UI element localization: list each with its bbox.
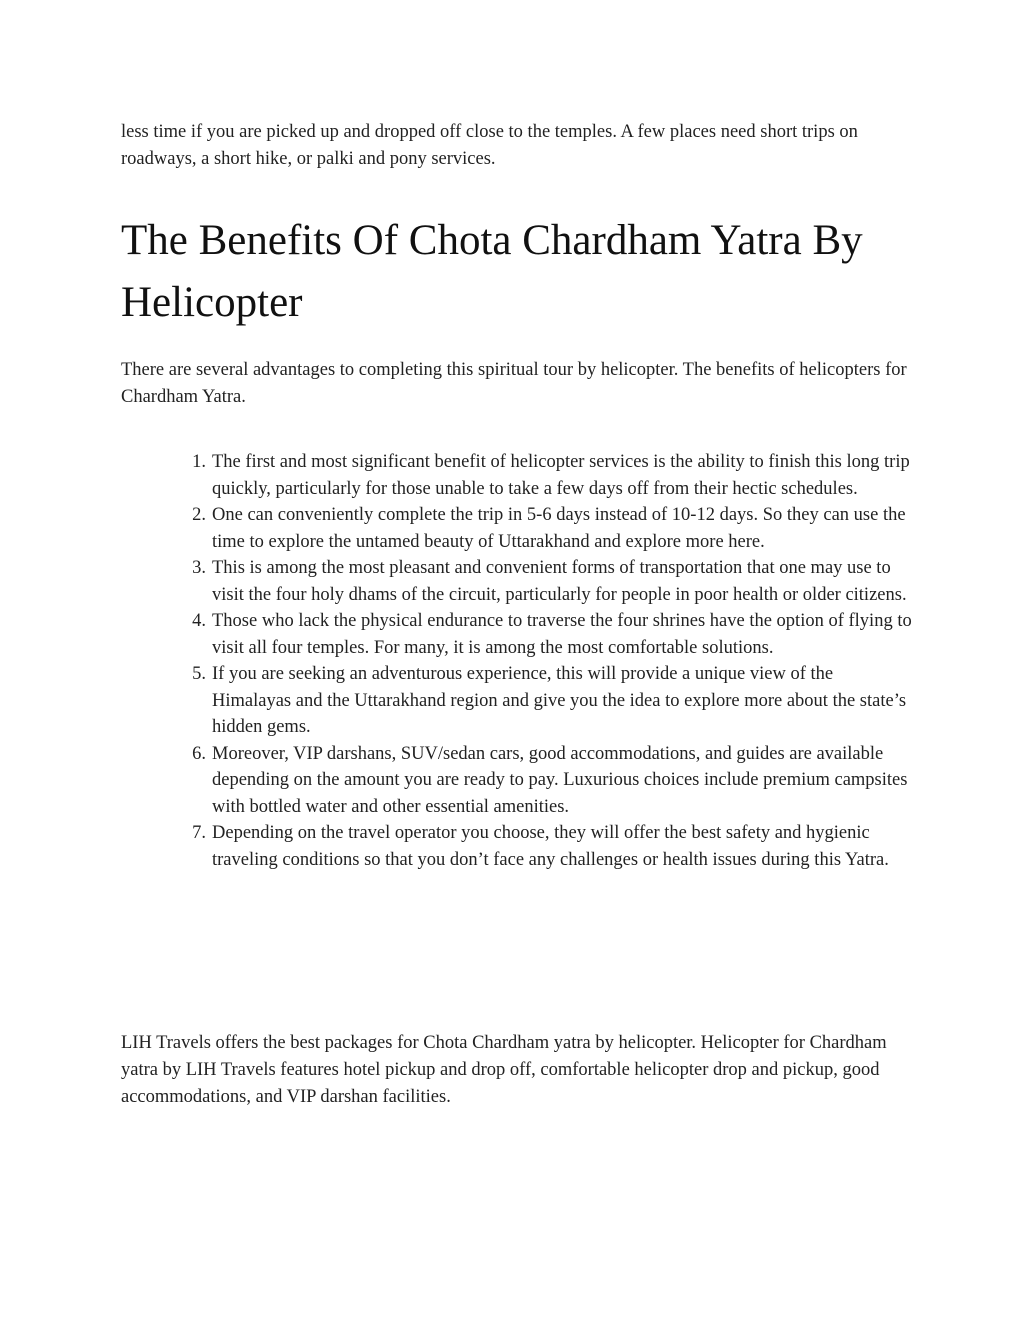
list-item-number: 2. xyxy=(192,505,206,525)
closing-paragraph: LIH Travels offers the best packages for Chota Chardham yatra by helicopter. Helicopter for Chardham yatra by LIH Travels features hotel pickup and drop off, comfortable helicopter drop and pickup, good accommodations, and VIP darshan facilities. xyxy=(121,1033,887,1107)
list-item-text: This is among the most pleasant and convenient forms of transportation that one may use to visit the four holy dhams of the circuit, particularly for people in poor health or older citizens. xyxy=(212,558,907,605)
list-item-text: One can conveniently complete the trip in 5-6 days instead of 10-12 days. So they can use the time to explore the untamed beauty of Uttarakhand and explore more here. xyxy=(212,505,906,552)
list-item-text: The first and most significant benefit of helicopter services is the ability to finish this long trip quickly, particularly for those unable to take a few days off from their hectic schedules. xyxy=(212,452,910,499)
list-item xyxy=(192,741,912,821)
list-item-number: 7. xyxy=(192,823,206,843)
list-item-text: If you are seeking an adventurous experience, this will provide a unique view of the Himalayas and the Uttarakhand region and give you the idea to explore more about the state’s hidden gems. xyxy=(212,664,907,737)
intro-paragraph: less time if you are picked up and dropped off close to the temples. A few places need short trips on roadways, a short hike, or palki and pony services. xyxy=(121,122,858,169)
list-item xyxy=(192,502,912,555)
list-item xyxy=(192,555,912,608)
list-item-number: 4. xyxy=(192,611,206,631)
list-item-text: Moreover, VIP darshans, SUV/sedan cars, good accommodations, and guides are available depending on the amount you are ready to pay. Luxurious choices include premium campsites with bottled water and other essential amenities. xyxy=(212,743,908,817)
list-item xyxy=(192,661,912,741)
list-item xyxy=(192,608,912,661)
list-item-number: 6. xyxy=(192,743,206,764)
section-heading: The Benefits Of Chota Chardham Yatra By Helicopter xyxy=(121,217,863,326)
advantages-paragraph: There are several advantages to completing this spiritual tour by helicopter. The benefits of helicopters for Chardham Yatra. xyxy=(121,360,907,407)
list-item-number: 5. xyxy=(192,664,206,684)
list-item-number: 3. xyxy=(192,558,206,578)
list-item-number: 1. xyxy=(192,452,206,472)
benefits-list xyxy=(192,449,912,873)
list-item xyxy=(192,449,912,502)
list-item-text: Those who lack the physical endurance to traverse the four shrines have the option of flying to visit all four temples. For many, it is among the most comfortable solutions. xyxy=(212,611,912,658)
list-item-text: Depending on the travel operator you choose, they will offer the best safety and hygienic traveling conditions so that you don’t face any challenges or health issues during this Yatra. xyxy=(212,823,889,870)
list-item xyxy=(192,820,912,873)
